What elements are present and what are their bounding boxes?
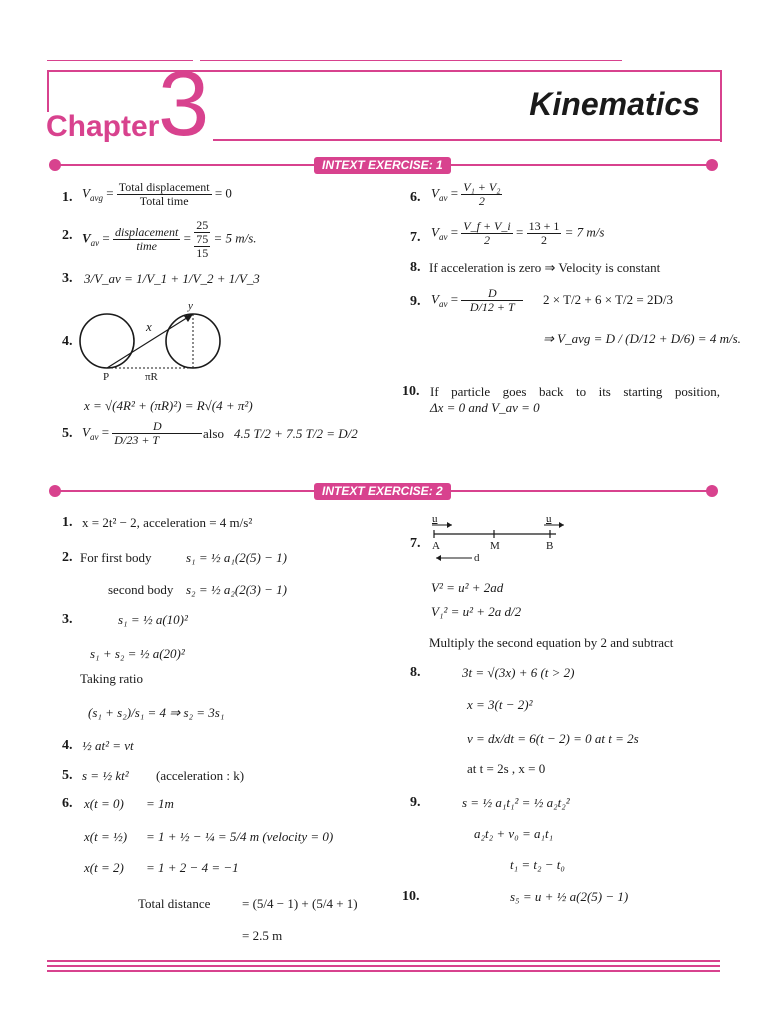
ex2-q9-number: 9. <box>410 795 421 810</box>
ex2-q7-number: 7. <box>410 536 421 551</box>
ex1-a4-formula: x = √(4R² + (πR)²) = R√(4 + π²) <box>84 398 253 413</box>
ex1-a2: $V_{av}$ = $\frac{\text{displacement}}{\text{time}}$ = 25 75 15 = 5 m/s. <box>82 218 257 260</box>
ex2-b10-eq: s₅ = u + ½ a(2(5) − 1) <box>510 889 629 904</box>
ex1-a6-den: 2 <box>478 194 485 208</box>
ex1-a5-den: D/23 + T <box>114 433 160 447</box>
chapter-number: 3 <box>158 53 210 155</box>
section-2-dot-left <box>49 485 61 497</box>
ex2-q8-number: 8. <box>410 665 421 680</box>
ex1-a7-lhs: V <box>431 224 439 240</box>
ex1-a6-num: V₁ + V₂ <box>463 180 501 194</box>
ex2-b7-note: Multiply the second equation by 2 and subtract <box>429 635 674 650</box>
ex2-b6-l1: x(t = 0) <box>84 796 124 811</box>
ex2-q7-A: A <box>432 540 440 552</box>
ex1-a2-lhs: V <box>82 230 91 246</box>
ex2-b6-l2: x(t = ½) <box>84 829 128 844</box>
ex1-a1-num: Total displacement <box>118 180 210 194</box>
section-2-dot-right <box>706 485 718 497</box>
ex1-a1-den: Total time <box>139 194 189 208</box>
ex2-q7-u1-arrowhead <box>447 522 452 528</box>
ex1-q1-number: 1. <box>62 190 73 205</box>
ex1-a9-den: D/12 + T <box>469 300 515 314</box>
ex1-a2-num2: 25 <box>196 218 209 232</box>
ex1-q2-number: 2. <box>62 228 73 243</box>
ex2-q1-number: 1. <box>62 515 73 530</box>
ex2-b5: s = ½ kt² <box>82 768 129 783</box>
ex2-q7-M: M <box>490 540 500 552</box>
ex2-b6-l3: x(t = 2) <box>84 860 124 875</box>
chapter-label: Chapter <box>46 110 160 143</box>
ex2-q7-u1: u <box>432 513 438 525</box>
ex2-b9-eq3: t₁ = t₂ − t₀ <box>510 857 565 872</box>
ex1-a1-rhs: = 0 <box>214 185 232 201</box>
ex1-a5-eq: 4.5 T/2 + 7.5 T/2 = D/2 <box>234 426 358 441</box>
ex2-q2-number: 2. <box>62 550 73 565</box>
ex1-a6: $V_{av}$ = $\frac{\text{V₁ + V₂}}{2}$ <box>431 180 501 208</box>
ex1-a2-rhs: = 5 m/s. <box>213 230 257 246</box>
section-1-label: INTEXT EXERCISE: 1 <box>314 157 451 174</box>
ex1-a5-also: also <box>203 426 224 441</box>
ex2-q7-d: d <box>474 552 480 564</box>
page-title: Kinematics <box>529 86 700 122</box>
ex1-a7-den: 2 <box>484 233 491 247</box>
ex2-b2-eq: s₁ = ½ a₁(2(5) − 1) <box>186 550 287 565</box>
ex1-a9-num: D <box>461 287 523 301</box>
ex2-b3-eq1: s₁ = ½ a(10)² <box>118 612 188 627</box>
ex2-b2b-eq: s₂ = ½ a₂(2(3) − 1) <box>186 582 287 597</box>
ex2-b6-total-label: Total distance <box>138 896 211 911</box>
ex1-a5-den3: 3 <box>132 433 139 447</box>
ex1-q9-number: 9. <box>410 294 421 309</box>
ex1-a7-sub: av <box>438 232 448 243</box>
header-top-line-right <box>200 60 622 61</box>
ex2-b6-r1: = 1m <box>146 796 174 811</box>
ex1-a2-den2: 75 <box>196 232 209 246</box>
ex1-a3: 3/V_av = 1/V_1 + 1/V_2 + 1/V_3 <box>84 271 260 286</box>
ex1-a2-sub: av <box>90 238 100 249</box>
ex1-a5-T: T <box>152 433 160 447</box>
ex1-a5-den1: D <box>114 433 123 447</box>
ex1-a10-line2: Δx = 0 and V_av = 0 <box>430 400 540 415</box>
footer-rule-3 <box>47 970 720 972</box>
ex1-q10-number: 10. <box>402 384 420 399</box>
ex2-b1: x = 2t² − 2, acceleration = 4 m/s² <box>82 515 253 530</box>
ex2-b8-eq2: x = 3(t − 2)² <box>467 697 533 712</box>
ex1-a2-den3: 15 <box>196 246 209 260</box>
ex1-a7-num: V_f + V_i <box>463 219 511 233</box>
ex2-q3-number: 3. <box>62 612 73 627</box>
ex2-b6-result: = 2.5 m <box>242 928 283 943</box>
ex1-a5-sub: av <box>89 432 99 443</box>
ex1-a5-plus: + <box>141 433 150 447</box>
ex1-q3-number: 3. <box>62 271 73 286</box>
ex1-a8: If acceleration is zero ⇒ Velocity is constant <box>429 260 661 275</box>
ex2-b6-r3: = 1 + 2 − 4 = −1 <box>146 860 239 875</box>
ex1-a9-lhs: V <box>431 291 439 307</box>
ex2-b3-ratio: (s₁ + s₂)/s₁ = 4 ⇒ s₂ = 3s₁ <box>88 705 225 720</box>
ex2-b4: ½ at² = vt <box>82 738 134 753</box>
ex1-a10-line1: If particle goes back to its starting position, <box>430 384 720 399</box>
ex1-a7: $V_{av}$ = $\frac{V\_f + V\_i}{2}$ = $\frac{13 + 1}{2}$ = 7 m/s <box>431 219 605 247</box>
section-1-dot-right <box>706 159 718 171</box>
ex1-a5-den2: 2 <box>126 433 133 447</box>
footer-rule-2 <box>47 965 720 967</box>
section-1-dot-left <box>49 159 61 171</box>
ex1-q6-number: 6. <box>410 190 421 205</box>
ex2-q4-number: 4. <box>62 738 73 753</box>
ex1-q4-number: 4. <box>62 334 73 349</box>
ex2-q7-d-arrowhead <box>436 555 441 561</box>
ex2-b5-note: (acceleration : k) <box>156 768 245 783</box>
ex1-a7-den2: 2 <box>540 233 547 247</box>
header-frame-left <box>47 70 49 112</box>
ex1-a5-lhs: V <box>82 424 90 440</box>
ex2-q5-number: 5. <box>62 768 73 783</box>
ex1-a9-second: ⇒ V_avg = D / (D/12 + D/6) = 4 m/s. <box>543 331 741 346</box>
ex1-a1: $V_{avg}$ = $\frac{\text{Total displacement}}{\text{Total time}}$ = 0 <box>82 180 232 208</box>
ex1-a7-rhs: = 7 m/s <box>564 224 605 240</box>
ex2-b9-eq1: s = ½ a₁t₁² = ½ a₂t₂² <box>462 795 570 810</box>
ex1-q5-number: 5. <box>62 426 73 441</box>
ex1-a9: $V_{av}$ = $\frac{D}{D/12 + T}$ <box>431 287 523 314</box>
footer-rule-1 <box>47 960 720 962</box>
ex1-q7-number: 7. <box>410 230 421 245</box>
ex2-b7-eq1: V² = u² + 2ad <box>431 580 504 595</box>
ex2-b8-eq4: at t = 2s , x = 0 <box>467 761 546 776</box>
ex2-q10-number: 10. <box>402 889 420 904</box>
ex2-b3-ratio-label: Taking ratio <box>80 671 143 686</box>
ex1-a6-sub: av <box>438 193 448 204</box>
chapter-underline <box>213 139 720 141</box>
ex1-q8-number: 8. <box>410 260 421 275</box>
ex1-q4-circle-left <box>80 314 134 368</box>
ex2-q7-u2: u <box>546 513 552 525</box>
ex1-a2-den: time <box>136 239 158 253</box>
ex1-a5-num: D <box>112 420 202 434</box>
ex1-a9-sub: av <box>438 299 448 310</box>
ex2-b6-r2: = 1 + ½ − ¼ = 5/4 m (velocity = 0) <box>146 829 334 844</box>
ex2-b8-eq1: 3t = √(3x) + 6 (t > 2) <box>462 665 575 680</box>
ex2-q7-B: B <box>546 540 554 552</box>
ex2-b2-label: For first body <box>80 550 152 565</box>
section-2-label: INTEXT EXERCISE: 2 <box>314 483 451 500</box>
ex2-b2b-label: second body <box>108 582 174 597</box>
ex2-b8-eq3: v = dx/dt = 6(t − 2) = 0 at t = 2s <box>467 731 639 746</box>
ex1-q4-label-x: x <box>146 319 152 334</box>
ex1-a9-right: 2 × T/2 + 6 × T/2 = 2D/3 <box>543 292 673 307</box>
ex2-q7-u2-arrowhead <box>559 522 564 528</box>
ex1-q4-label-y: y <box>188 300 193 312</box>
ex2-q6-number: 6. <box>62 796 73 811</box>
ex2-b7-eq2: V₁² = u² + 2a d/2 <box>431 604 522 619</box>
ex1-a6-lhs: V <box>431 185 439 201</box>
ex1-a2-num: displacement <box>115 225 179 239</box>
ex2-b6-total: = (5/4 − 1) + (5/4 + 1) <box>242 896 358 911</box>
ex1-q4-label-piR: πR <box>145 371 158 383</box>
ex1-a7-num2: 13 + 1 <box>528 219 560 233</box>
ex1-a1-sub: avg <box>89 193 103 204</box>
ex1-a5: $V_{av}$ = $\frac{D}{D/23 + T}$ <box>82 420 202 447</box>
ex2-b3-eq2: s₁ + s₂ = ½ a(20)² <box>90 646 185 661</box>
ex1-a1-lhs: V <box>82 185 90 201</box>
ex2-b9-eq2: a₂t₂ + v₀ = a₁t₁ <box>474 826 554 841</box>
ex1-q4-label-P: P <box>103 371 110 383</box>
